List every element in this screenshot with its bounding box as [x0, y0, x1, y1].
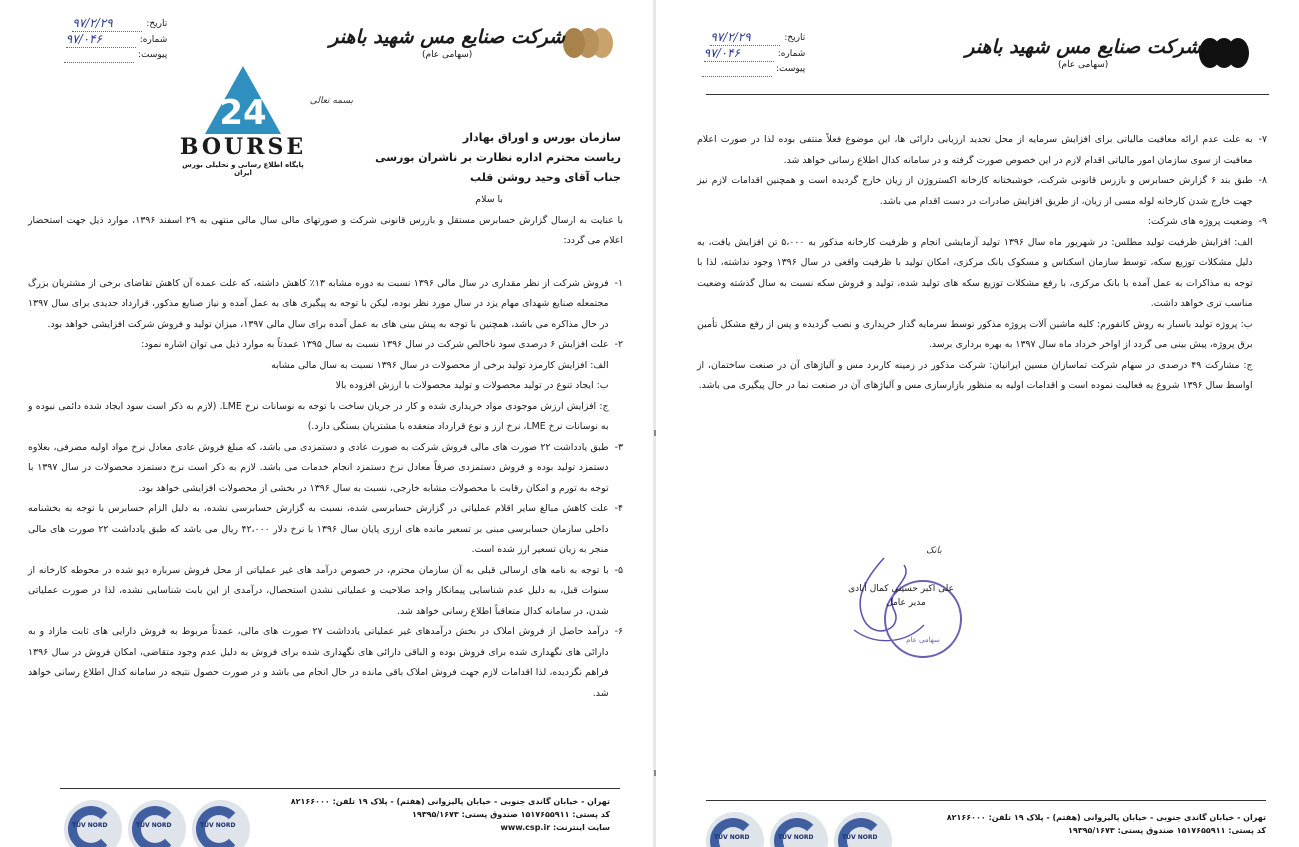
footer-address: تهران - خیابان گاندی جنوبی - خیابان پالیزوانی (هفتم) - پلاک ۱۹ تلفن: ۸۲۱۶۶۰۰۰ — [946, 813, 1266, 822]
company-name: شرکت صنایع مس شهید باهنر — [965, 36, 1201, 58]
bourse-triangle-icon — [203, 64, 283, 136]
certification-badges — [64, 800, 250, 847]
footer-address: تهران - خیابان گاندی جنوبی - خیابان پالیزوانی (هفتم) - پلاک ۱۹ تلفن: ۸۲۱۶۶۰۰۰ — [290, 797, 610, 806]
company-logo-icon — [1207, 38, 1249, 68]
letter-attachment — [702, 76, 772, 77]
footer-website: سایت اینترنت: www.csp.ir — [500, 823, 610, 832]
intro-paragraph: با عنایت به ارسال گزارش حسابرس مستقل و بازرس قانونی شرکت و صورتهای مالی سال مالی منتهی به ۲۹ اسفند ۱۳۹۶، موارد ذیل جهت استحضار اعلام می گردد: — [28, 214, 623, 246]
company-logo — [965, 36, 1249, 70]
letter-page-2 — [656, 0, 1299, 847]
header-rule — [706, 94, 1269, 95]
list-item: ۹- وضعیت پروژه های شرکت: الف: افزایش ظرفیت تولید مطلس: در شهریور ماه سال ۱۳۹۶ تولید آزمایشی انجام و ظرفیت کارخانه مذکور به ۵،۰۰۰ تن افزایش یافت، به دلیل مشکلات توزیع سکه، توسط سازمان اسکناس و مسکوک بانک مرکزی، امکان تولید با ظرفیت واقعی در سال ۱۳۹۶ وجود نداشته، لذا با توجه به مذاکرات به عمل آمده با بانک مرکزی، با رفع مشکلات توزیع سکه های تولید شده، تولید و فروش سکه نسبت به سال گذشته وضعیت مناسب تری خواهد داشت. ب: پروژه تولید باسبار به روش کانفورم: کلیه ماشین آلات پروژه مذکور توسط سرمایه گذار خریداری و نصب گردیده و پس از رفع مشکل تأمین برق پروژه، پیش بینی می گردد از اواخر خرداد ماه سال ۱۳۹۷ به بهره برداری برسد. ج: مشارکت ۴۹ درصدی در سهام شرکت تماسازان مسین ایرانیان: شرکت مذکور در زمینه کاربرد مس و آلیاژهای آن در صنعت ساختمان، از اواسط سال ۱۳۹۶ شروع به فعالیت نموده است و اقدامات اولیه به منظور بازارسازی مس و آلیاژهای آن در صنعت نما در حال پیگیری می باشد. — [697, 216, 1267, 391]
tuv-badge-icon: TÜV NORD — [128, 800, 186, 847]
tuv-badge-icon: TÜV NORD — [192, 800, 250, 847]
list-item: ۱- فروش شرکت از نظر مقداری در سال مالی ۱۳۹۶ نسبت به دوره مشابه ۱۳٪ کاهش داشته، که علت عمده آن کاهش تقاضای برخی از مشتریان بزرگ مجتمعله صنایع شهدای مهام یزد در سال مورد نظر بوده، لیکن با توجه به پیگیری های به عمل آمده و نیاز صنایع مذکور، قرارداد جدیدی برای سال ۱۳۹۷ در حال مذاکره می باشد، همچنین با توجه به پیش بینی های به عمل آمده برای سال مالی ۱۳۹۷، میزان تولید و فروش شرکت افزایشی خواهد بود. — [28, 277, 623, 330]
list-item: ۲- علت افزایش ۶ درصدی سود ناخالص شرکت در سال ۱۳۹۶ نسبت به سال ۱۳۹۵ عمدتاً به موارد ذیل می توان اشاره نمود: الف: افزایش کارمزد تولید برخی از محصولات در سال ۱۳۹۶ نسبت به سال مالی مشابه ب: ایجاد تنوع در تولید محصولات و تولید محصولات با ارزش افزوده بالا ج: افزایش ارزش موجودی مواد خریداری شده و کار در جریان ساخت با توجه به نوسانات نرخ LME. (لازم به ذکر است سود ایجاد شده دائمی نبوده و به نوسانات نرخ LME، نرخ ارز و نوع قرارداد منعقده با مشتریان بستگی دارد.) — [28, 339, 623, 432]
tuv-badge-icon: TÜV NORD — [64, 800, 122, 847]
tuv-badge-icon: TÜV NORD — [834, 812, 892, 847]
list-item: ۵- با توجه به نامه های ارسالی قبلی به آن سازمان محترم، در خصوص درآمد های غیر عملیاتی از محل فروش سرباره دپو شده در محوطه کارخانه از سنوات قبل، به دلیل عدم شناسایی پیمانکار واجد صلاحیت و عملیاتی نشدن استحصال، درآمدی از این بابت شناسایی نشده، لذا در صورت عملیاتی شدن، در سامانه کدال متعاقباً اطلاع رسانی خواهد شد. — [28, 564, 623, 617]
footer-postal: کد پستی: ۱۵۱۷۶۵۵۹۱۱ صندوق پستی: ۱۹۳۹۵/۱۶۷۳ — [1067, 826, 1266, 835]
bourse-word: BOURSE — [179, 134, 307, 160]
letter-body — [697, 130, 1267, 397]
svg-text:24: 24 — [219, 93, 267, 133]
handwritten-note: بسمه تعالی — [309, 96, 353, 106]
addressee-line-3: جناب آقای وحید روشن قلب — [470, 171, 621, 184]
tuv-badge-icon: TÜV NORD — [706, 812, 764, 847]
signature-block — [826, 540, 986, 660]
company-type: (سهامی عام) — [421, 50, 473, 60]
list-item: ۴- علت کاهش مبالغ سایر اقلام عملیاتی در گزارش حسابرسی شده، نسبت به گزارش حسابرسی نشده، به دلیل الزام حسابرس با توجه به بخشنامه داخلی سازمان حسابرسی مبنی بر تسعیر مانده های ارزی پایان سال ۱۳۹۶ با نرخ دلار ۴۲،۰۰۰ ریال می باشد که طبق یادداشت ۲۲ صورت های مالی منجر به زیان تسعیر ارز شده است. — [28, 503, 623, 555]
letter-number: ۹۷/۰۴۶ — [66, 32, 136, 48]
certification-badges — [706, 812, 892, 847]
letter-date: ۹۷/۲/۲۹ — [72, 16, 142, 32]
company-stamp: سهامی عام — [884, 580, 962, 658]
footer-postal: کد پستی: ۱۵۱۷۶۵۵۹۱۱ صندوق پستی: ۱۹۳۹۵/۱۶۷۳ — [411, 810, 610, 819]
company-name: شرکت صنایع مس شهید باهنر — [329, 26, 565, 48]
bourse-tagline: پایگاه اطلاع رسانی و تحلیلی بورس ایران — [182, 161, 304, 177]
signatory-title: مدیر عامل — [886, 598, 926, 608]
list-item: ۳- طبق یادداشت ۲۲ صورت های مالی فروش شرکت به صورت عادی و دستمزدی می باشد، که مبلغ فروش عادی معادل نرخ مواد اولیه مصرفی، بعلاوه دستمزد تولید بوده و فروش دستمزدی صرفاً معادل نرخ دستمزد انجام خدمات می باشد. لازم به ذکر است نرخ دستمزد محصولات در سال ۱۳۹۷ با توجه به تورم و امکان رقابت با محصولات مشابه خارجی، نسبت به سال ۱۳۹۶ در بخشی از محصولات افزایشی خواهد بود. — [28, 441, 623, 494]
greeting: با سلام — [475, 194, 503, 205]
letter-meta: تاریخ: ۹۷/۲/۲۹ شماره: ۹۷/۰۴۶ پیوست: — [702, 30, 805, 77]
addressee-block — [201, 128, 621, 188]
signatory-name: علی اکبر حسینی کمال آبادی — [848, 584, 954, 594]
company-logo-icon — [571, 28, 613, 58]
company-logo — [329, 26, 613, 60]
letter-attachment — [64, 62, 134, 63]
addressee-line-1: سازمان بورس و اوراق بهادار — [462, 131, 621, 144]
letter-body — [28, 190, 623, 704]
letter-meta: تاریخ: ۹۷/۲/۲۹ شماره: ۹۷/۰۴۶ پیوست: — [64, 16, 167, 63]
handwritten-mark: بانک — [926, 546, 942, 556]
letter-number: ۹۷/۰۴۶ — [704, 46, 774, 62]
addressee-line-2: ریاست محترم اداره نظارت بر ناشران بورسی — [375, 151, 621, 164]
letter-date: ۹۷/۲/۲۹ — [710, 30, 780, 46]
company-type: (سهامی عام) — [1057, 60, 1109, 70]
list-item: ۷- به علت عدم ارائه معافیت مالیاتی برای افزایش سرمایه از محل تجدید ارزیابی دارائی ها، این موضوع فعلاً منتفی بوده لذا در صورت اعلام معافیت از سوی سازمان امور مالیاتی اقدام لازم در این خصوص صورت گرفته و در سامانه کدال اطلاع رسانی خواهد شد. — [697, 134, 1267, 166]
list-item: ۶- درآمد حاصل از فروش املاک در بخش درآمدهای غیر عملیاتی یادداشت ۲۷ صورت های مالی، عمدتاً مربوط به فروش دارایی های ثابت مازاد و به دارائی های نگهداری شده برای فروش بوده و الباقی دارائی های نگهداری شده برای فروش به دلیل عدم وجود متقاضی، امکان فروش در سال ۱۳۹۶ فراهم نگردیده، لذا اقدامات لازم جهت فروش املاک باقی مانده در حال انجام می باشد و در صورت حصول نتیجه در سامانه کدال اطلاع رسانی خواهد شد. — [28, 626, 623, 699]
tuv-badge-icon: TÜV NORD — [770, 812, 828, 847]
list-item: ۸- طبق بند ۶ گزارش حسابرس و بازرس قانونی شرکت، خوشبختانه کارخانه اکستروژن از زیان خارج گردیده است و همچنین اقدامات لازم نیز جهت خارج شدن کارخانه لوله مسی از زیان، از طریق افزایش صادرات در دست اقدام می باشد. — [697, 175, 1267, 207]
